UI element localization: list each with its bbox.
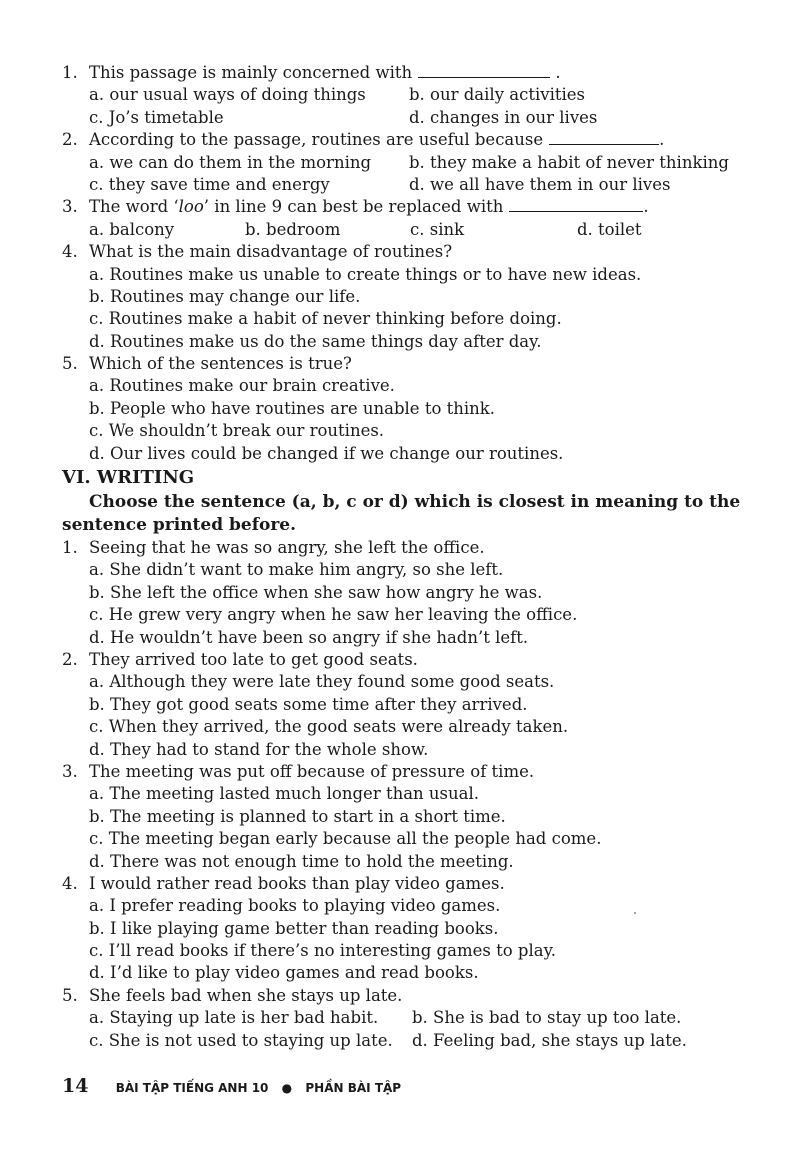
question-stem: Seeing that he was so angry, she left the office. (89, 538, 485, 558)
question-stem: The word ‘loo’ in line 9 can best be replaced with . (89, 197, 649, 217)
option-row (0, 398, 800, 420)
worksheet-page (0, 62, 800, 1052)
question-number: 5. (62, 985, 78, 1005)
option-b: b. She is bad to stay up too late. (412, 1008, 682, 1028)
option-row (0, 308, 800, 330)
option-row (0, 716, 800, 738)
option-row (0, 940, 800, 962)
option-row (0, 895, 800, 917)
option-row (0, 559, 800, 581)
option-row (0, 783, 800, 805)
question-stem: They arrived too late to get good seats. (89, 649, 418, 669)
instruction-line (0, 491, 800, 514)
options-row (0, 1030, 800, 1052)
writing-question-5 (0, 985, 800, 1007)
option-row (0, 806, 800, 828)
question-number: 4. (62, 873, 78, 893)
reading-question-1 (0, 62, 800, 84)
question-stem: The meeting was put off because of pressure of time. (89, 761, 535, 781)
option-a: a. Routines make our brain creative. (89, 376, 395, 396)
option-c: c. When they arrived, the good seats were already taken. (89, 717, 569, 737)
answer-blank (418, 63, 550, 78)
writing-question-4 (0, 873, 800, 895)
book-title: BÀI TẬP TIẾNG ANH 10 (115, 1081, 269, 1095)
option-a: a. we can do them in the morning (89, 152, 372, 172)
option-d: d. They had to stand for the whole show. (89, 739, 429, 759)
option-d: d. There was not enough time to hold the meeting. (89, 851, 514, 871)
option-d: d. Our lives could be changed if we change our routines. (89, 443, 564, 463)
option-b: b. bedroom (245, 219, 341, 239)
question-number: 5. (62, 354, 78, 374)
option-c: c. We shouldn’t break our routines. (89, 421, 385, 441)
instruction-text: Choose the sentence (a, b, c or d) which is closest in meaning to the (89, 492, 741, 513)
options-row (0, 84, 800, 106)
question-number: 3. (62, 197, 78, 217)
bullet-icon: ● (281, 1081, 293, 1095)
question-stem: Which of the sentences is true? (89, 354, 352, 374)
option-b: b. The meeting is planned to start in a short time. (89, 806, 506, 826)
question-number: 2. (62, 130, 78, 150)
options-row (0, 107, 800, 129)
speck-mark (634, 912, 636, 914)
option-b: b. our daily activities (409, 85, 585, 105)
option-d: d. He wouldn’t have been so angry if she hadn’t left. (89, 627, 529, 647)
option-d: d. I’d like to play video games and read books. (89, 963, 479, 983)
answer-blank (509, 197, 643, 212)
instruction-line (0, 514, 800, 537)
question-number: 4. (62, 242, 78, 262)
question-number: 1. (62, 538, 78, 558)
option-a: a. Routines make us unable to create things or to have new ideas. (89, 264, 642, 284)
option-b: b. I like playing game better than reading books. (89, 918, 499, 938)
option-row (0, 443, 800, 465)
option-c: c. She is not used to staying up late. (89, 1030, 393, 1050)
question-stem: According to the passage, routines are useful because . (89, 130, 665, 150)
option-a: a. She didn’t want to make him angry, so she left. (89, 560, 504, 580)
option-d: d. changes in our lives (409, 107, 598, 127)
option-b: b. they make a habit of never thinking (409, 152, 729, 172)
option-c: c. Routines make a habit of never thinking before doing. (89, 309, 562, 329)
option-row (0, 962, 800, 984)
question-stem: I would rather read books than play video games. (89, 873, 505, 893)
instruction-text: sentence printed before. (62, 515, 297, 536)
option-row (0, 851, 800, 873)
section-header (0, 465, 800, 491)
page-number: 14 (62, 1075, 89, 1097)
option-row (0, 918, 800, 940)
option-a: a. I prefer reading books to playing video games. (89, 896, 501, 916)
options-row (0, 152, 800, 174)
option-a: a. The meeting lasted much longer than usual. (89, 784, 479, 804)
option-d: d. Feeling bad, she stays up late. (412, 1030, 687, 1050)
option-c: c. Jo’s timetable (89, 107, 224, 127)
options-row (0, 174, 800, 196)
question-stem: This passage is mainly concerned with . (89, 63, 561, 82)
writing-question-3 (0, 761, 800, 783)
option-d: d. we all have them in our lives (409, 174, 671, 194)
option-d: d. Routines make us do the same things day after day. (89, 331, 542, 351)
option-row (0, 671, 800, 693)
option-c: c. He grew very angry when he saw her leaving the office. (89, 605, 578, 625)
option-row (0, 739, 800, 761)
writing-question-1 (0, 537, 800, 559)
option-row (0, 582, 800, 604)
question-number: 2. (62, 649, 78, 669)
option-row (0, 286, 800, 308)
option-a: a. balcony (89, 219, 175, 239)
option-a: a. our usual ways of doing things (89, 85, 366, 105)
writing-question-2 (0, 649, 800, 671)
reading-question-5 (0, 353, 800, 375)
question-stem: What is the main disadvantage of routines? (89, 242, 453, 262)
page-footer (62, 1074, 401, 1098)
option-row (0, 694, 800, 716)
option-row (0, 331, 800, 353)
answer-blank (549, 130, 659, 145)
option-row (0, 264, 800, 286)
section-title: VI. WRITING (62, 467, 195, 489)
option-row (0, 828, 800, 850)
option-b: b. Routines may change our life. (89, 286, 361, 306)
option-c: c. sink (410, 219, 465, 239)
option-d: d. toilet (577, 219, 642, 239)
option-b: b. They got good seats some time after they arrived. (89, 694, 528, 714)
option-c: c. The meeting began early because all the people had come. (89, 829, 602, 849)
option-b: b. She left the office when she saw how angry he was. (89, 582, 543, 602)
section-name: PHẦN BÀI TẬP (305, 1081, 402, 1095)
option-row (0, 420, 800, 442)
option-a: a. Although they were late they found some good seats. (89, 672, 555, 692)
question-number: 1. (62, 63, 78, 82)
options-row (0, 219, 800, 241)
option-a: a. Staying up late is her bad habit. (89, 1008, 379, 1028)
option-c: c. I’ll read books if there’s no interesting games to play. (89, 941, 556, 961)
question-stem: She feels bad when she stays up late. (89, 985, 403, 1005)
option-b: b. People who have routines are unable to think. (89, 398, 496, 418)
option-row (0, 627, 800, 649)
options-row (0, 1007, 800, 1029)
option-row (0, 375, 800, 397)
question-number: 3. (62, 761, 78, 781)
reading-question-4 (0, 241, 800, 263)
option-c: c. they save time and energy (89, 174, 330, 194)
reading-question-3 (0, 196, 800, 218)
reading-question-2 (0, 129, 800, 151)
option-row (0, 604, 800, 626)
